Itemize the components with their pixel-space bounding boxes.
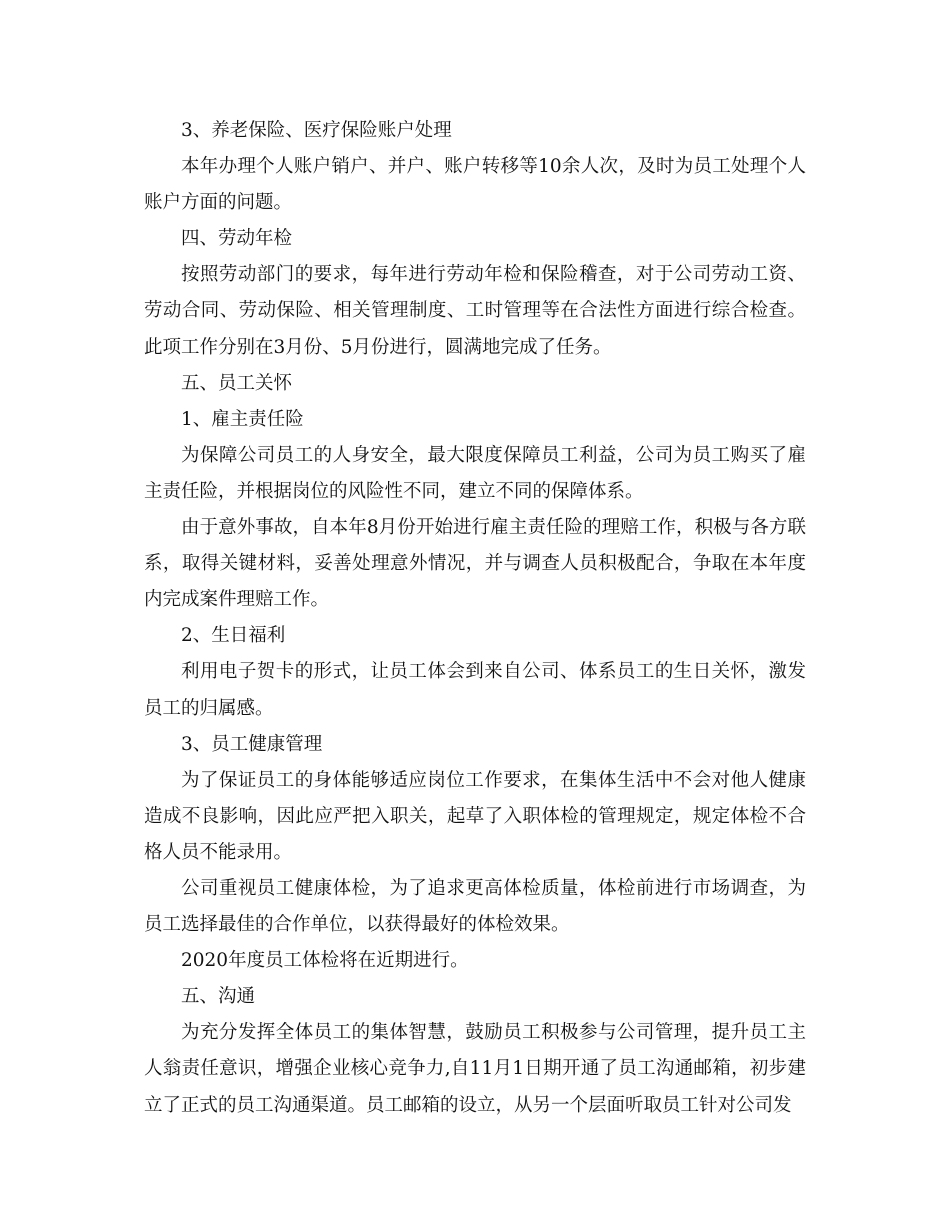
section-heading-employee-care: 五、员工关怀 [181, 372, 293, 394]
paragraph-account-handling: 本年办理个人账户销户、并户、账户转移等10余人次，及时为员工处理个人账户方面的问题。 [144, 156, 806, 214]
paragraph-employer-liability: 为保障公司员工的人身安全，最大限度保障员工利益，公司为员工购买了雇主责任险，并根据岗位的风险性不同，建立不同的保障体系。 [144, 444, 806, 502]
paragraph-communication: 为充分发挥全体员工的集体智慧，鼓励员工积极参与公司管理，提升员工主人翁责任意识，增强企业核心竞争力,自11月1日期开通了员工沟通邮箱，初步建立了正式的员工沟通渠道。员工邮箱的设立，从另一个层面听取员工针对公司发 [144, 1022, 806, 1116]
paragraph-health-checkup: 公司重视员工健康体检，为了追求更高体检质量，体检前进行市场调查，为员工选择最佳的合作单位，以获得最好的体检效果。 [144, 877, 806, 936]
document-body [144, 113, 806, 1124]
paragraph-health-requirements: 为了保证员工的身体能够适应岗位工作要求，在集体生活中不会对他人健康造成不良影响，因此应严把入职关，起草了入职体检的管理规定，规定体检不合格人员不能录用。 [144, 769, 806, 863]
paragraph-claims: 由于意外事故，自本年8月份开始进行雇主责任险的理赔工作，积极与各方联系，取得关键材料，妥善处理意外情况，并与调查人员积极配合，争取在本年度内完成案件理赔工作。 [144, 517, 806, 611]
section-heading-communication: 五、沟通 [181, 986, 256, 1008]
subheading-health-management: 3、员工健康管理 [181, 733, 323, 755]
paragraph-labor-inspection: 按照劳动部门的要求，每年进行劳动年检和保险稽查，对于公司劳动工资、劳动合同、劳动保险、相关管理制度、工时管理等在合法性方面进行综合检查。此项工作分别在3月份、5月份进行，圆满地完成了任务。 [144, 264, 806, 358]
paragraph-birthday-benefits: 利用电子贺卡的形式，让员工体会到来自公司、体系员工的生日关怀，激发员工的归属感。 [144, 661, 806, 719]
paragraph-checkup-schedule: 2020年度员工体检将在近期进行。 [181, 950, 469, 972]
section-heading-labor-inspection: 四、劳动年检 [181, 228, 293, 250]
subheading-birthday-benefits: 2、生日福利 [181, 625, 286, 647]
subheading-employer-liability: 1、雇主责任险 [181, 408, 304, 430]
subheading-pension-medical-accounts: 3、养老保险、医疗保险账户处理 [181, 120, 452, 141]
